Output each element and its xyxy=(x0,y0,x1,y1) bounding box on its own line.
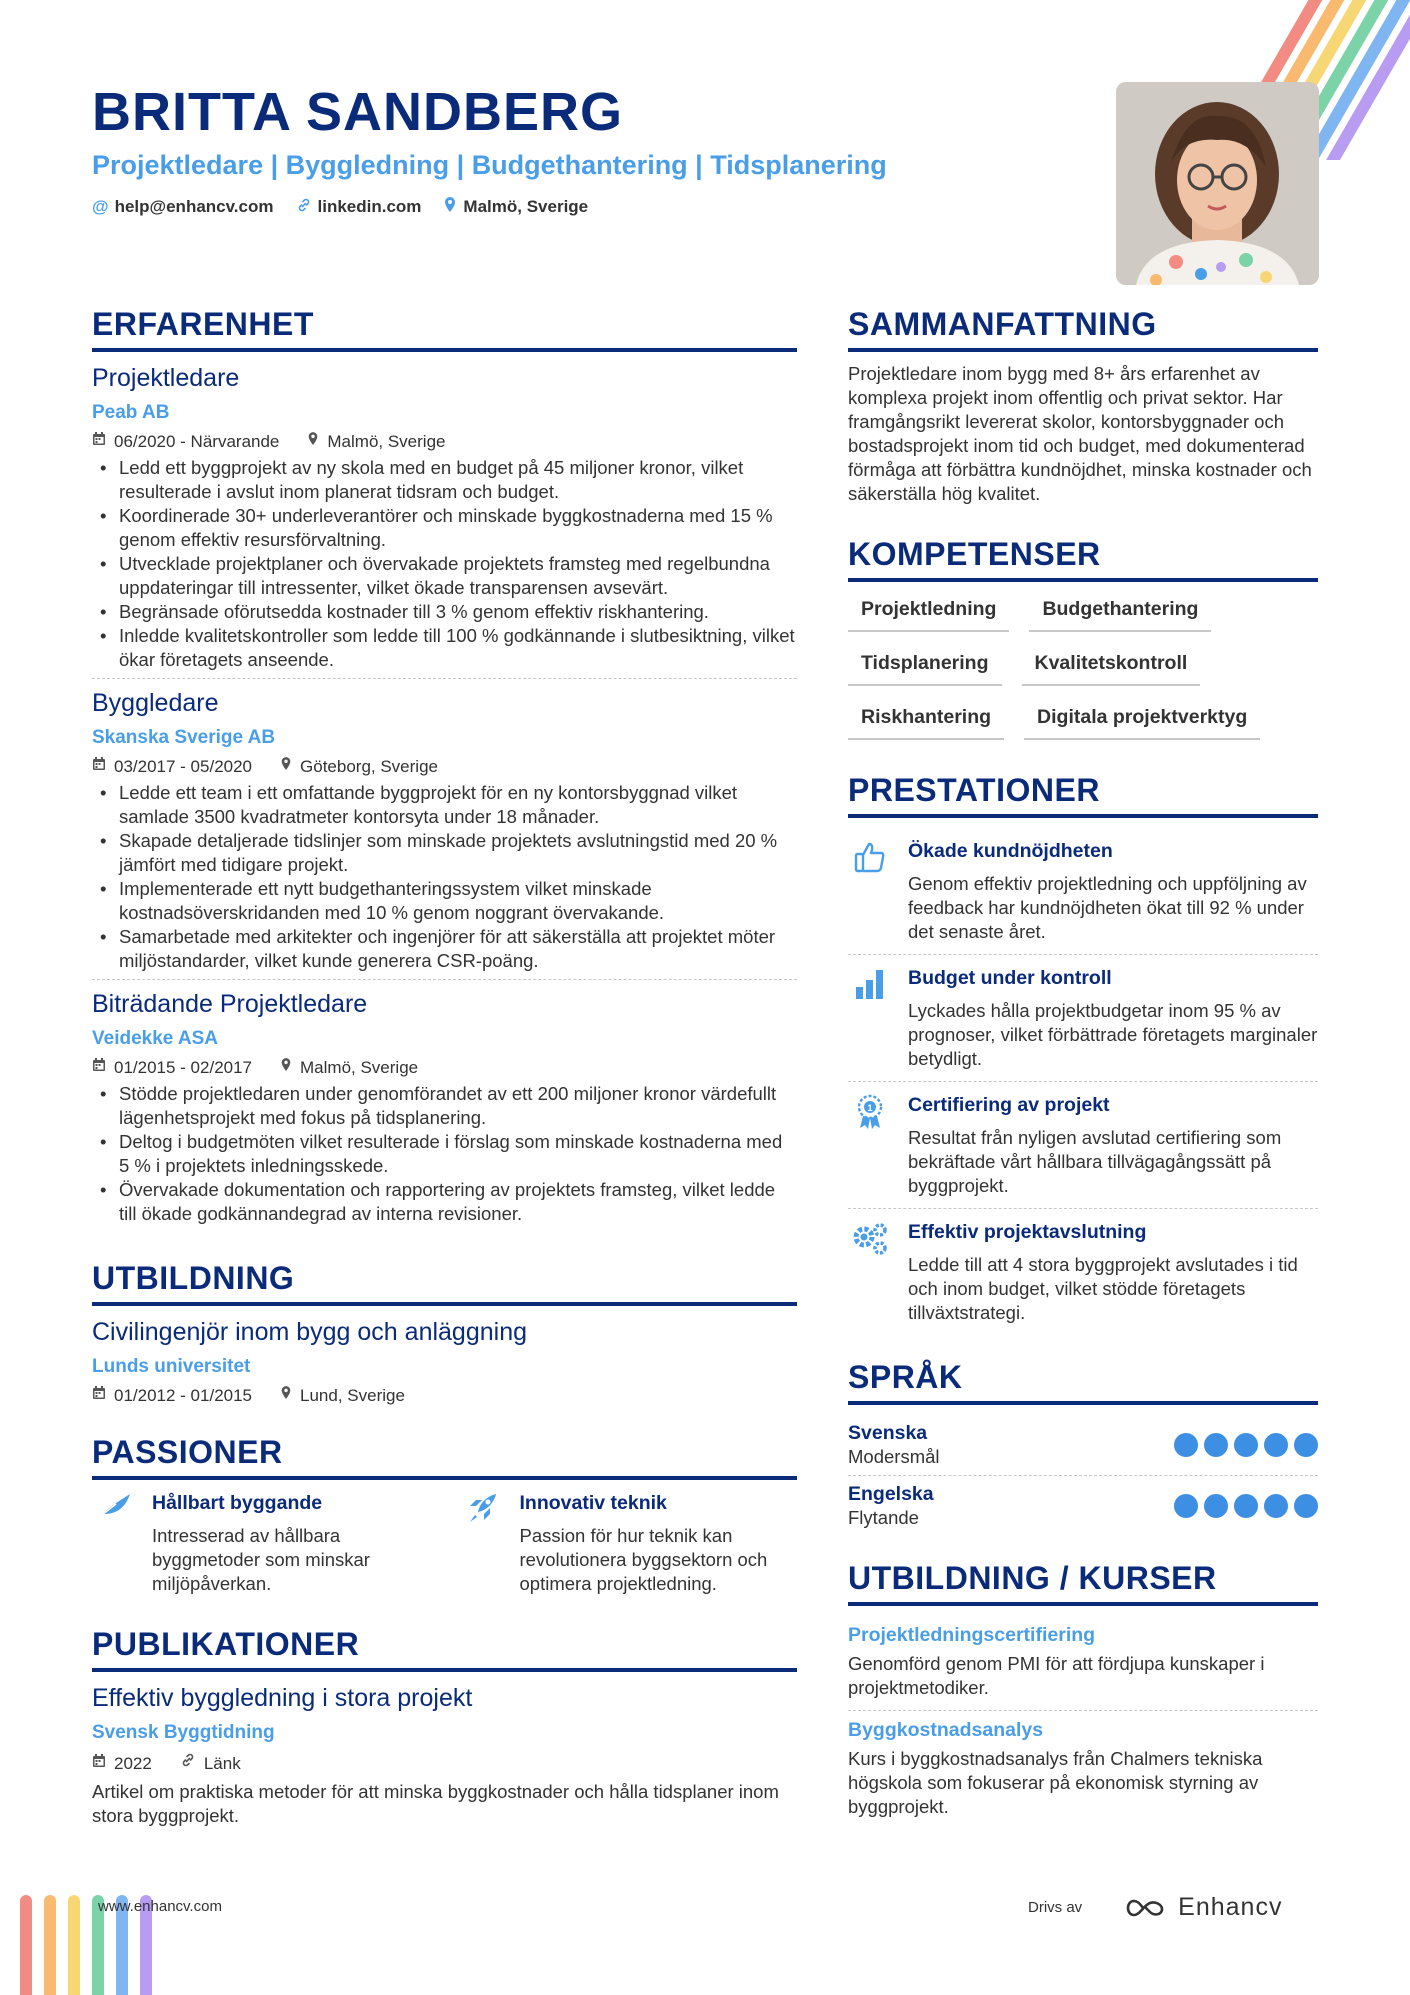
education-location-text: Lund, Sverige xyxy=(300,1386,405,1405)
link-icon xyxy=(180,1752,196,1776)
job-location-text: Malmö, Sverige xyxy=(327,432,446,451)
job-dates xyxy=(92,430,279,454)
job-entry xyxy=(92,362,797,679)
job-bullet: • Skapade detaljerade tidslinjer som minskade projektets avslutningstid med 20 % jämfört med tidigare projekt. xyxy=(92,829,797,877)
contact-linkedin[interactable] xyxy=(296,196,422,218)
skill-tag: Riskhantering xyxy=(848,704,1004,740)
section-title-courses: UTBILDNING / KURSER xyxy=(848,1558,1318,1606)
language-rating xyxy=(1174,1433,1318,1457)
summary-text: Projektledare inom bygg med 8+ års erfarenhet av komplexa projekt inom offentlig och privat sektor. Har framgångsrikt levererat skolor, kontorsbyggnader och bostadsprojekt inom tid och budget, med dokumenterad förmåga att förbättra kundnöjdhet, minska kostnader och säkerställa hög kvalitet. xyxy=(848,363,1312,504)
job-bullets xyxy=(92,1082,797,1226)
rating-dot xyxy=(1204,1494,1228,1518)
job-entry xyxy=(92,988,797,1232)
calendar-icon xyxy=(92,1752,106,1776)
calendar-icon xyxy=(92,1056,106,1080)
profile-photo xyxy=(1116,82,1319,285)
job-bullet: • Deltog i budgetmöten vilket resulterade i förslag som minskade kostnaderna med 5 % i projektets inledningsskede. xyxy=(92,1130,797,1178)
language-item xyxy=(848,1476,1318,1536)
achievement-item xyxy=(848,1209,1318,1335)
brand-name: Enhancv xyxy=(1178,1893,1283,1921)
publication-meta xyxy=(92,1752,797,1776)
rating-dot xyxy=(1234,1494,1258,1518)
achievement-desc: Lyckades hålla projektbudgetar inom 95 % av prognoser, vilket förbättrade företagets marginaler betydligt. xyxy=(908,1000,1318,1069)
achievement-desc: Ledde till att 4 stora byggprojekt avslutades i tid och inom budget, vilket stödde företagets tillväxtstrategi. xyxy=(908,1254,1298,1323)
rocket-icon xyxy=(460,1490,504,1596)
email-text: help@enhancv.com xyxy=(114,197,274,216)
company-name: Peab AB xyxy=(92,402,170,423)
map-pin-icon xyxy=(307,430,319,454)
section-title-passions: PASSIONER xyxy=(92,1432,797,1480)
section-title-summary: SAMMANFATTNING xyxy=(848,304,1318,352)
achievement-title: Effektiv projektavslutning xyxy=(908,1221,1147,1243)
skill-tag: Projektledning xyxy=(848,596,1009,632)
job-location-text: Göteborg, Sverige xyxy=(300,757,438,776)
publication-title: Effektiv byggledning i stora projekt xyxy=(92,1684,473,1712)
calendar-icon xyxy=(92,755,106,779)
course-desc: Kurs i byggkostnadsanalys från Chalmers tekniska högskola som fokuserar på ekonomisk styrning av byggprojekt. xyxy=(848,1748,1263,1817)
section-title-languages: SPRÅK xyxy=(848,1357,1318,1405)
job-bullet: • Samarbetade med arkitekter och ingenjörer för att säkerställa att projektet möter miljöstandarder, vilket kunde generera CSR-poäng. xyxy=(92,925,797,973)
language-level: Flytande xyxy=(848,1507,919,1528)
publication-entry xyxy=(92,1682,797,1828)
job-title: Projektledare xyxy=(92,364,240,392)
course-title: Projektledningscertifiering xyxy=(848,1624,1096,1646)
achievement-desc: Genom effektiv projektledning och uppföljning av feedback har kundnöjdheten ökat till 92 % under det senaste året. xyxy=(908,873,1307,942)
education-meta xyxy=(92,1384,797,1408)
company-name: Skanska Sverige AB xyxy=(92,727,276,748)
skills-list xyxy=(848,596,1318,740)
publication-year xyxy=(92,1752,152,1776)
map-pin-icon xyxy=(280,755,292,779)
courses-list xyxy=(848,1616,1318,1829)
language-rating xyxy=(1174,1494,1318,1518)
section-title-achievements: PRESTATIONER xyxy=(848,770,1318,818)
job-dates-text: 03/2017 - 05/2020 xyxy=(114,757,253,776)
job-bullet: • Begränsade oförutsedda kostnader till 3 % genom effektiv riskhantering. xyxy=(92,600,797,624)
rating-dot xyxy=(1294,1433,1318,1457)
contact-location xyxy=(443,196,588,218)
job-location xyxy=(280,755,438,779)
publication-link-text: Länk xyxy=(203,1754,241,1773)
contact-row xyxy=(92,196,1042,218)
thumbs-up-icon xyxy=(848,838,892,944)
degree-title: Civilingenjör inom bygg och anläggning xyxy=(92,1318,527,1346)
footer-brand xyxy=(1028,1893,1282,1922)
contact-email[interactable] xyxy=(92,196,274,218)
achievements-list xyxy=(848,828,1318,1335)
achievement-title: Budget under kontroll xyxy=(908,967,1112,989)
job-title: Byggledare xyxy=(92,689,219,717)
section-title-publications: PUBLIKATIONER xyxy=(92,1624,797,1672)
link-icon xyxy=(296,197,312,218)
job-title: Biträdande Projektledare xyxy=(92,990,368,1018)
passion-title: Innovativ teknik xyxy=(519,1492,667,1514)
right-column xyxy=(848,304,1318,1829)
course-title: Byggkostnadsanalys xyxy=(848,1719,1044,1741)
achievement-desc: Resultat från nyligen avslutad certifiering som bekräftade vårt hållbara tillvägagångssätt på byggprojekt. xyxy=(908,1127,1282,1196)
job-bullet: • Ledd ett byggprojekt av ny skola med en budget på 45 miljoner kronor, vilket resulterade i avslut inom planerat tidsram och budget. xyxy=(92,456,797,504)
language-name: Svenska xyxy=(848,1422,928,1444)
education-dates xyxy=(92,1384,252,1408)
education-entry xyxy=(92,1316,797,1408)
candidate-name: BRITTA SANDBERG xyxy=(92,82,623,142)
passion-item xyxy=(460,1490,798,1596)
map-pin-icon xyxy=(443,196,457,218)
job-dates xyxy=(92,755,252,779)
job-bullets xyxy=(92,456,797,672)
enhancv-logo[interactable] xyxy=(1122,1893,1282,1922)
rating-dot xyxy=(1204,1433,1228,1457)
job-bullet: • Koordinerade 30+ underleverantörer och minskade byggkostnaderna med 15 % genom effektiv resursförvaltning. xyxy=(92,504,797,552)
passion-item xyxy=(92,1490,430,1596)
map-pin-icon xyxy=(280,1056,292,1080)
job-bullet: • Ledde ett team i ett omfattande byggprojekt för en ny kontorsbyggnad vilket samlade 3500 kvadratmeter kontorsyta under 18 månader. xyxy=(92,781,797,829)
calendar-icon xyxy=(92,1384,106,1408)
rating-dot xyxy=(1234,1433,1258,1457)
at-sign-icon: @ xyxy=(92,197,109,216)
passion-title: Hållbart byggande xyxy=(152,1492,323,1514)
job-location-text: Malmö, Sverige xyxy=(300,1058,419,1077)
section-title-education: UTBILDNING xyxy=(92,1258,797,1306)
left-column xyxy=(92,304,797,1828)
job-bullet: • Övervakade dokumentation och rapportering av projektets framsteg, vilket ledde till ökade godkännandegrad av interna revisioner. xyxy=(92,1178,797,1226)
svg-text:1: 1 xyxy=(867,1103,873,1113)
achievement-item xyxy=(848,828,1318,955)
job-bullet: • Utvecklade projektplaner och övervakade projektets framsteg med regelbundna uppdateringar till intressenter, vilket ökade transparensen avsevärt. xyxy=(92,552,797,600)
linkedin-text: linkedin.com xyxy=(317,197,422,216)
rating-dot xyxy=(1264,1494,1288,1518)
course-desc: Genomförd genom PMI för att fördjupa kunskaper i projektmetodiker. xyxy=(848,1653,1265,1698)
feather-icon xyxy=(92,1490,136,1596)
passion-desc: Intresserad av hållbara byggmetoder som minskar miljöpåverkan. xyxy=(152,1525,370,1594)
skill-tag: Kvalitetskontroll xyxy=(1022,650,1201,686)
school-name: Lunds universitet xyxy=(92,1356,251,1377)
rating-dot xyxy=(1174,1433,1198,1457)
education-dates-text: 01/2012 - 01/2015 xyxy=(114,1386,253,1405)
job-location xyxy=(307,430,445,454)
job-bullets xyxy=(92,781,797,973)
map-pin-icon xyxy=(280,1384,292,1408)
languages-list xyxy=(848,1415,1318,1536)
publication-link[interactable] xyxy=(180,1752,241,1776)
achievement-title: Ökade kundnöjdheten xyxy=(908,840,1113,862)
job-meta xyxy=(92,430,797,454)
course-item xyxy=(848,1711,1318,1829)
award-icon xyxy=(848,1092,892,1198)
job-location xyxy=(280,1056,418,1080)
job-bullet: • Inledde kvalitetskontroller som ledde till 100 % godkännande i slutbesiktning, vilket ökar företagets anseende. xyxy=(92,624,797,672)
education-location xyxy=(280,1384,405,1408)
skill-tag: Digitala projektverktyg xyxy=(1024,704,1260,740)
section-title-skills: KOMPETENSER xyxy=(848,534,1318,582)
publication-year-text: 2022 xyxy=(114,1754,152,1773)
location-text: Malmö, Sverige xyxy=(463,197,589,216)
rating-dot xyxy=(1294,1494,1318,1518)
course-item xyxy=(848,1616,1318,1711)
candidate-tagline: Projektledare | Byggledning | Budgethantering | Tidsplanering xyxy=(92,150,887,180)
publisher-name: Svensk Byggtidning xyxy=(92,1722,275,1743)
resume-header xyxy=(92,82,1042,218)
language-level: Modersmål xyxy=(848,1446,940,1467)
job-dates-text: 01/2015 - 02/2017 xyxy=(114,1058,253,1077)
achievement-item xyxy=(848,1082,1318,1209)
publication-desc: Artikel om praktiska metoder för att minska byggkostnader och hålla tidsplaner inom stora byggprojekt. xyxy=(92,1781,779,1826)
powered-by-text: Drivs av xyxy=(1028,1899,1083,1916)
passions-list xyxy=(92,1490,797,1596)
gears-icon xyxy=(848,1219,892,1325)
calendar-icon xyxy=(92,430,106,454)
footer-url[interactable]: www.enhancv.com xyxy=(98,1898,222,1915)
infinity-logo-icon xyxy=(1122,1897,1168,1919)
job-bullet: • Implementerade ett nytt budgethanteringssystem vilket minskade kostnadsöverskridanden med 10 % genom noggrant övervakande. xyxy=(92,877,797,925)
job-dates-text: 06/2020 - Närvarande xyxy=(114,432,280,451)
language-item xyxy=(848,1415,1318,1476)
achievement-title: Certifiering av projekt xyxy=(908,1094,1110,1116)
job-entry xyxy=(92,687,797,980)
job-meta xyxy=(92,1056,797,1080)
job-meta xyxy=(92,755,797,779)
passion-desc: Passion för hur teknik kan revolutionera byggsektorn och optimera projektledning. xyxy=(519,1525,768,1594)
job-dates xyxy=(92,1056,252,1080)
achievement-item xyxy=(848,955,1318,1082)
skill-tag: Tidsplanering xyxy=(848,650,1002,686)
rating-dot xyxy=(1174,1494,1198,1518)
job-bullet: • Stödde projektledaren under genomförandet av ett 200 miljoner kronor värdefullt lägenhetsprojekt med fokus på tidsplanering. xyxy=(92,1082,797,1130)
section-title-experience: ERFARENHET xyxy=(92,304,797,352)
rating-dot xyxy=(1264,1433,1288,1457)
company-name: Veidekke ASA xyxy=(92,1028,219,1049)
bar-chart-icon xyxy=(848,965,892,1071)
skill-tag: Budgethantering xyxy=(1029,596,1211,632)
language-name: Engelska xyxy=(848,1483,934,1505)
